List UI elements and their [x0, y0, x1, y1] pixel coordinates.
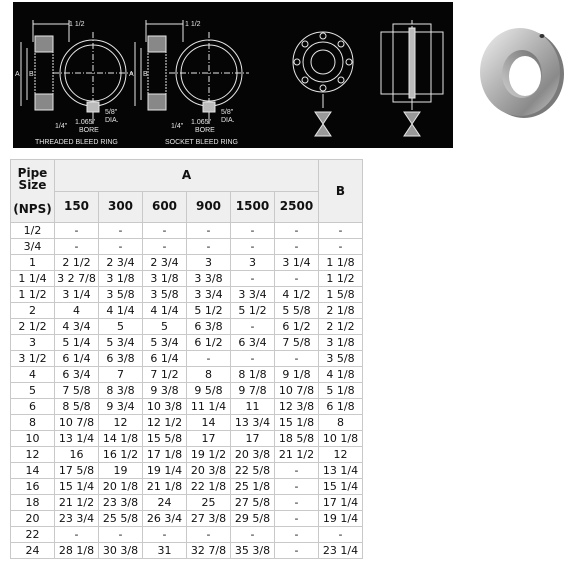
a-value-cell: 3 3/8 — [187, 271, 231, 287]
b-value-cell: 13 1/4 — [319, 463, 363, 479]
a-value-cell: 27 5/8 — [231, 495, 275, 511]
a-value-cell: - — [275, 271, 319, 287]
a-value-cell: - — [99, 239, 143, 255]
b-value-cell: 10 1/8 — [319, 431, 363, 447]
a-value-cell: 31 — [143, 543, 187, 559]
a-value-cell: - — [187, 351, 231, 367]
a-value-cell: 12 — [99, 415, 143, 431]
a-value-cell: - — [231, 223, 275, 239]
bore-dim-text: 1.065" — [75, 119, 96, 126]
table-row — [11, 431, 363, 447]
pipe-size-cell: 1 1/4 — [11, 271, 55, 287]
b-value-cell: 1 1/8 — [319, 255, 363, 271]
pipe-size-cell: 12 — [11, 447, 55, 463]
a-value-cell: 6 1/4 — [143, 351, 187, 367]
a-value-cell: 17 5/8 — [55, 463, 99, 479]
a-value-cell: 4 1/2 — [275, 287, 319, 303]
table-row — [11, 335, 363, 351]
pipe-size-cell: 24 — [11, 543, 55, 559]
table-row — [11, 399, 363, 415]
table-row — [11, 527, 363, 543]
a-value-cell: - — [143, 527, 187, 543]
a-value-cell: 8 3/8 — [99, 383, 143, 399]
b-value-cell: 23 1/4 — [319, 543, 363, 559]
b-value-cell: - — [319, 239, 363, 255]
table-row — [11, 543, 363, 559]
pipe-size-cell: 1 — [11, 255, 55, 271]
a-value-cell: 3 2 7/8 — [55, 271, 99, 287]
a-value-cell: 19 — [99, 463, 143, 479]
b-value-cell: 17 1/4 — [319, 495, 363, 511]
a-value-cell: - — [275, 239, 319, 255]
a-value-cell: 21 1/2 — [275, 447, 319, 463]
a-value-cell: 8 — [187, 367, 231, 383]
a-value-cell: 5 3/4 — [99, 335, 143, 351]
bore-word-text-socket: BORE — [195, 127, 215, 134]
a-value-cell: 5 1/4 — [55, 335, 99, 351]
a-value-cell: 2 3/4 — [99, 255, 143, 271]
a-value-cell: 20 3/8 — [187, 463, 231, 479]
label-a-text-socket: A — [129, 71, 134, 78]
a-value-cell: 5 1/2 — [231, 303, 275, 319]
a-value-cell: 3 3/4 — [231, 287, 275, 303]
a-value-cell: - — [231, 271, 275, 287]
a-value-cell: 25 5/8 — [99, 511, 143, 527]
a-value-cell: - — [275, 479, 319, 495]
a-value-cell: 6 3/4 — [231, 335, 275, 351]
pipe-size-header — [11, 160, 55, 223]
a-value-cell: 3 — [187, 255, 231, 271]
a-value-cell: - — [275, 463, 319, 479]
pipe-size-cell: 18 — [11, 495, 55, 511]
a-value-cell: 9 3/8 — [143, 383, 187, 399]
a-value-cell: 10 7/8 — [275, 383, 319, 399]
a-value-cell: 17 — [187, 431, 231, 447]
a-value-cell: 4 1/4 — [99, 303, 143, 319]
pipe-size-cell: 14 — [11, 463, 55, 479]
table-row — [11, 223, 363, 239]
class-header: 900 — [187, 191, 231, 223]
a-value-cell: 4 1/4 — [143, 303, 187, 319]
a-value-cell: 3 1/4 — [55, 287, 99, 303]
a-value-cell: - — [99, 223, 143, 239]
table-row — [11, 463, 363, 479]
pipe-size-cell: 8 — [11, 415, 55, 431]
a-value-cell: - — [275, 543, 319, 559]
a-value-cell: 9 5/8 — [187, 383, 231, 399]
thread-width-text: 1/4" — [55, 123, 68, 130]
table-row — [11, 319, 363, 335]
a-value-cell: 22 5/8 — [231, 463, 275, 479]
bleed-ring-photo — [478, 22, 566, 122]
table-row — [11, 351, 363, 367]
a-value-cell: 26 3/4 — [143, 511, 187, 527]
class-header: 1500 — [231, 191, 275, 223]
a-value-cell: 23 3/8 — [99, 495, 143, 511]
a-value-cell: - — [275, 351, 319, 367]
pipe-size-cell: 5 — [11, 383, 55, 399]
a-value-cell: 5 1/2 — [187, 303, 231, 319]
table-row — [11, 239, 363, 255]
col-b-header: B — [319, 160, 363, 223]
a-value-cell: 14 — [187, 415, 231, 431]
dia-dim-text: 5/8" — [105, 109, 118, 116]
table-row — [11, 415, 363, 431]
a-value-cell: - — [275, 495, 319, 511]
a-value-cell: - — [99, 527, 143, 543]
pipe-size-cell: 22 — [11, 527, 55, 543]
label-b-text: B — [29, 71, 34, 78]
pipe-size-cell: 2 1/2 — [11, 319, 55, 335]
a-value-cell: 16 1/2 — [99, 447, 143, 463]
pipe-size-cell: 3 — [11, 335, 55, 351]
a-value-cell: - — [231, 351, 275, 367]
pipe-size-cell: 16 — [11, 479, 55, 495]
a-value-cell: 27 3/8 — [187, 511, 231, 527]
a-value-cell: 5 — [143, 319, 187, 335]
b-value-cell: - — [319, 527, 363, 543]
b-value-cell: 1 1/2 — [319, 271, 363, 287]
a-value-cell: 3 — [231, 255, 275, 271]
b-value-cell: 8 — [319, 415, 363, 431]
a-value-cell: 6 3/4 — [55, 367, 99, 383]
a-value-cell: 7 5/8 — [275, 335, 319, 351]
a-value-cell: 20 1/8 — [99, 479, 143, 495]
a-value-cell: 15 1/8 — [275, 415, 319, 431]
a-value-cell: 5 — [99, 319, 143, 335]
a-value-cell: 3 1/4 — [275, 255, 319, 271]
a-value-cell: 17 1/8 — [143, 447, 187, 463]
b-value-cell: 12 — [319, 447, 363, 463]
a-value-cell: - — [143, 223, 187, 239]
dia-word-text-socket: DIA. — [221, 117, 235, 124]
pipe-size-cell: 6 — [11, 399, 55, 415]
b-value-cell: 2 1/2 — [319, 319, 363, 335]
a-value-cell: 21 1/8 — [143, 479, 187, 495]
class-header: 600 — [143, 191, 187, 223]
a-value-cell: 4 3/4 — [55, 319, 99, 335]
pipe-size-cell: 1 1/2 — [11, 287, 55, 303]
bore-word-text: BORE — [79, 127, 99, 134]
label-b-text-socket: B — [143, 71, 148, 78]
a-value-cell: 6 1/2 — [275, 319, 319, 335]
a-value-cell: 15 5/8 — [143, 431, 187, 447]
dimensions-table — [10, 159, 363, 559]
a-value-cell: 15 1/4 — [55, 479, 99, 495]
thread-width-text-socket: 1/4" — [171, 123, 184, 130]
a-value-cell: 19 1/4 — [143, 463, 187, 479]
a-value-cell: 24 — [143, 495, 187, 511]
a-value-cell: 7 — [99, 367, 143, 383]
a-value-cell: 18 5/8 — [275, 431, 319, 447]
bore-dim-text-socket: 1.065" — [191, 119, 212, 126]
a-value-cell: - — [231, 319, 275, 335]
a-value-cell: 3 1/8 — [99, 271, 143, 287]
a-value-cell: 7 1/2 — [143, 367, 187, 383]
b-value-cell: 6 1/8 — [319, 399, 363, 415]
table-row — [11, 303, 363, 319]
a-value-cell: 6 3/8 — [187, 319, 231, 335]
b-value-cell: 3 1/8 — [319, 335, 363, 351]
table-row — [11, 271, 363, 287]
table-row — [11, 447, 363, 463]
a-value-cell: 28 1/8 — [55, 543, 99, 559]
a-value-cell: 16 — [55, 447, 99, 463]
b-value-cell: 1 5/8 — [319, 287, 363, 303]
b-value-cell: 2 1/8 — [319, 303, 363, 319]
a-value-cell: 3 5/8 — [143, 287, 187, 303]
a-value-cell: 8 1/8 — [231, 367, 275, 383]
a-value-cell: 14 1/8 — [99, 431, 143, 447]
label-a-text: A — [15, 71, 20, 78]
a-value-cell: 25 — [187, 495, 231, 511]
table-row — [11, 495, 363, 511]
class-header: 2500 — [275, 191, 319, 223]
a-value-cell: 22 1/8 — [187, 479, 231, 495]
pipe-size-cell: 4 — [11, 367, 55, 383]
caption-threaded: THREADED BLEED RING — [35, 139, 118, 146]
a-value-cell: 10 7/8 — [55, 415, 99, 431]
class-header: 150 — [55, 191, 99, 223]
a-value-cell: 13 3/4 — [231, 415, 275, 431]
a-value-cell: 6 1/4 — [55, 351, 99, 367]
a-value-cell: 30 3/8 — [99, 543, 143, 559]
pipe-size-cell: 2 — [11, 303, 55, 319]
dim-width-text-socket: 1 1/2 — [185, 21, 201, 28]
a-value-cell: 21 1/2 — [55, 495, 99, 511]
a-value-cell: 19 1/2 — [187, 447, 231, 463]
a-value-cell: 2 1/2 — [55, 255, 99, 271]
pipe-size-cell: 3/4 — [11, 239, 55, 255]
a-value-cell: - — [187, 527, 231, 543]
dia-dim-text-socket: 5/8" — [221, 109, 234, 116]
a-value-cell: 25 1/8 — [231, 479, 275, 495]
a-value-cell: 3 3/4 — [187, 287, 231, 303]
a-value-cell: 32 7/8 — [187, 543, 231, 559]
b-value-cell: 5 1/8 — [319, 383, 363, 399]
b-value-cell: 15 1/4 — [319, 479, 363, 495]
a-value-cell: 2 3/4 — [143, 255, 187, 271]
table-row — [11, 287, 363, 303]
col-a-header: A — [55, 160, 319, 192]
a-value-cell: 11 — [231, 399, 275, 415]
a-value-cell: 11 1/4 — [187, 399, 231, 415]
nps-label: (NPS) — [13, 202, 52, 216]
a-value-cell: - — [55, 223, 99, 239]
a-value-cell: 9 7/8 — [231, 383, 275, 399]
a-value-cell: 10 3/8 — [143, 399, 187, 415]
a-value-cell: 5 5/8 — [275, 303, 319, 319]
table-row — [11, 511, 363, 527]
pressure-class-row — [11, 191, 363, 223]
dia-word-text: DIA. — [105, 117, 119, 124]
a-value-cell: - — [231, 527, 275, 543]
a-value-cell: 17 — [231, 431, 275, 447]
a-value-cell: 3 1/8 — [143, 271, 187, 287]
a-value-cell: 12 3/8 — [275, 399, 319, 415]
a-value-cell: - — [143, 239, 187, 255]
a-value-cell: - — [231, 239, 275, 255]
a-value-cell: 9 1/8 — [275, 367, 319, 383]
b-value-cell: 19 1/4 — [319, 511, 363, 527]
a-value-cell: 13 1/4 — [55, 431, 99, 447]
a-value-cell: - — [187, 239, 231, 255]
table-row — [11, 367, 363, 383]
a-value-cell: 29 5/8 — [231, 511, 275, 527]
technical-drawing — [13, 2, 453, 148]
a-value-cell: 7 5/8 — [55, 383, 99, 399]
a-value-cell: - — [187, 223, 231, 239]
table-row — [11, 383, 363, 399]
a-value-cell: - — [275, 223, 319, 239]
a-value-cell: 20 3/8 — [231, 447, 275, 463]
dim-width-text: 1 1/2 — [69, 21, 85, 28]
a-value-cell: 23 3/4 — [55, 511, 99, 527]
pipe-size-cell: 20 — [11, 511, 55, 527]
a-value-cell: - — [275, 527, 319, 543]
a-value-cell: - — [55, 239, 99, 255]
a-value-cell: - — [55, 527, 99, 543]
a-value-cell: 35 3/8 — [231, 543, 275, 559]
a-value-cell: 4 — [55, 303, 99, 319]
a-value-cell: 9 3/4 — [99, 399, 143, 415]
b-value-cell: 3 5/8 — [319, 351, 363, 367]
a-value-cell: - — [275, 511, 319, 527]
table-body — [11, 223, 363, 559]
caption-socket: SOCKET BLEED RING — [165, 139, 239, 146]
a-value-cell: 6 3/8 — [99, 351, 143, 367]
pipe-size-cell: 3 1/2 — [11, 351, 55, 367]
a-value-cell: 5 3/4 — [143, 335, 187, 351]
b-value-cell: - — [319, 223, 363, 239]
a-value-cell: 12 1/2 — [143, 415, 187, 431]
pipe-size-cell: 1/2 — [11, 223, 55, 239]
a-value-cell: 8 5/8 — [55, 399, 99, 415]
b-value-cell: 4 1/8 — [319, 367, 363, 383]
a-value-cell: 6 1/2 — [187, 335, 231, 351]
class-header: 300 — [99, 191, 143, 223]
a-value-cell: 3 5/8 — [99, 287, 143, 303]
table-row — [11, 479, 363, 495]
pipe-size-cell: 10 — [11, 431, 55, 447]
size-label: Size — [18, 178, 47, 192]
pipe-label: Pipe — [17, 166, 48, 180]
table-row — [11, 255, 363, 271]
